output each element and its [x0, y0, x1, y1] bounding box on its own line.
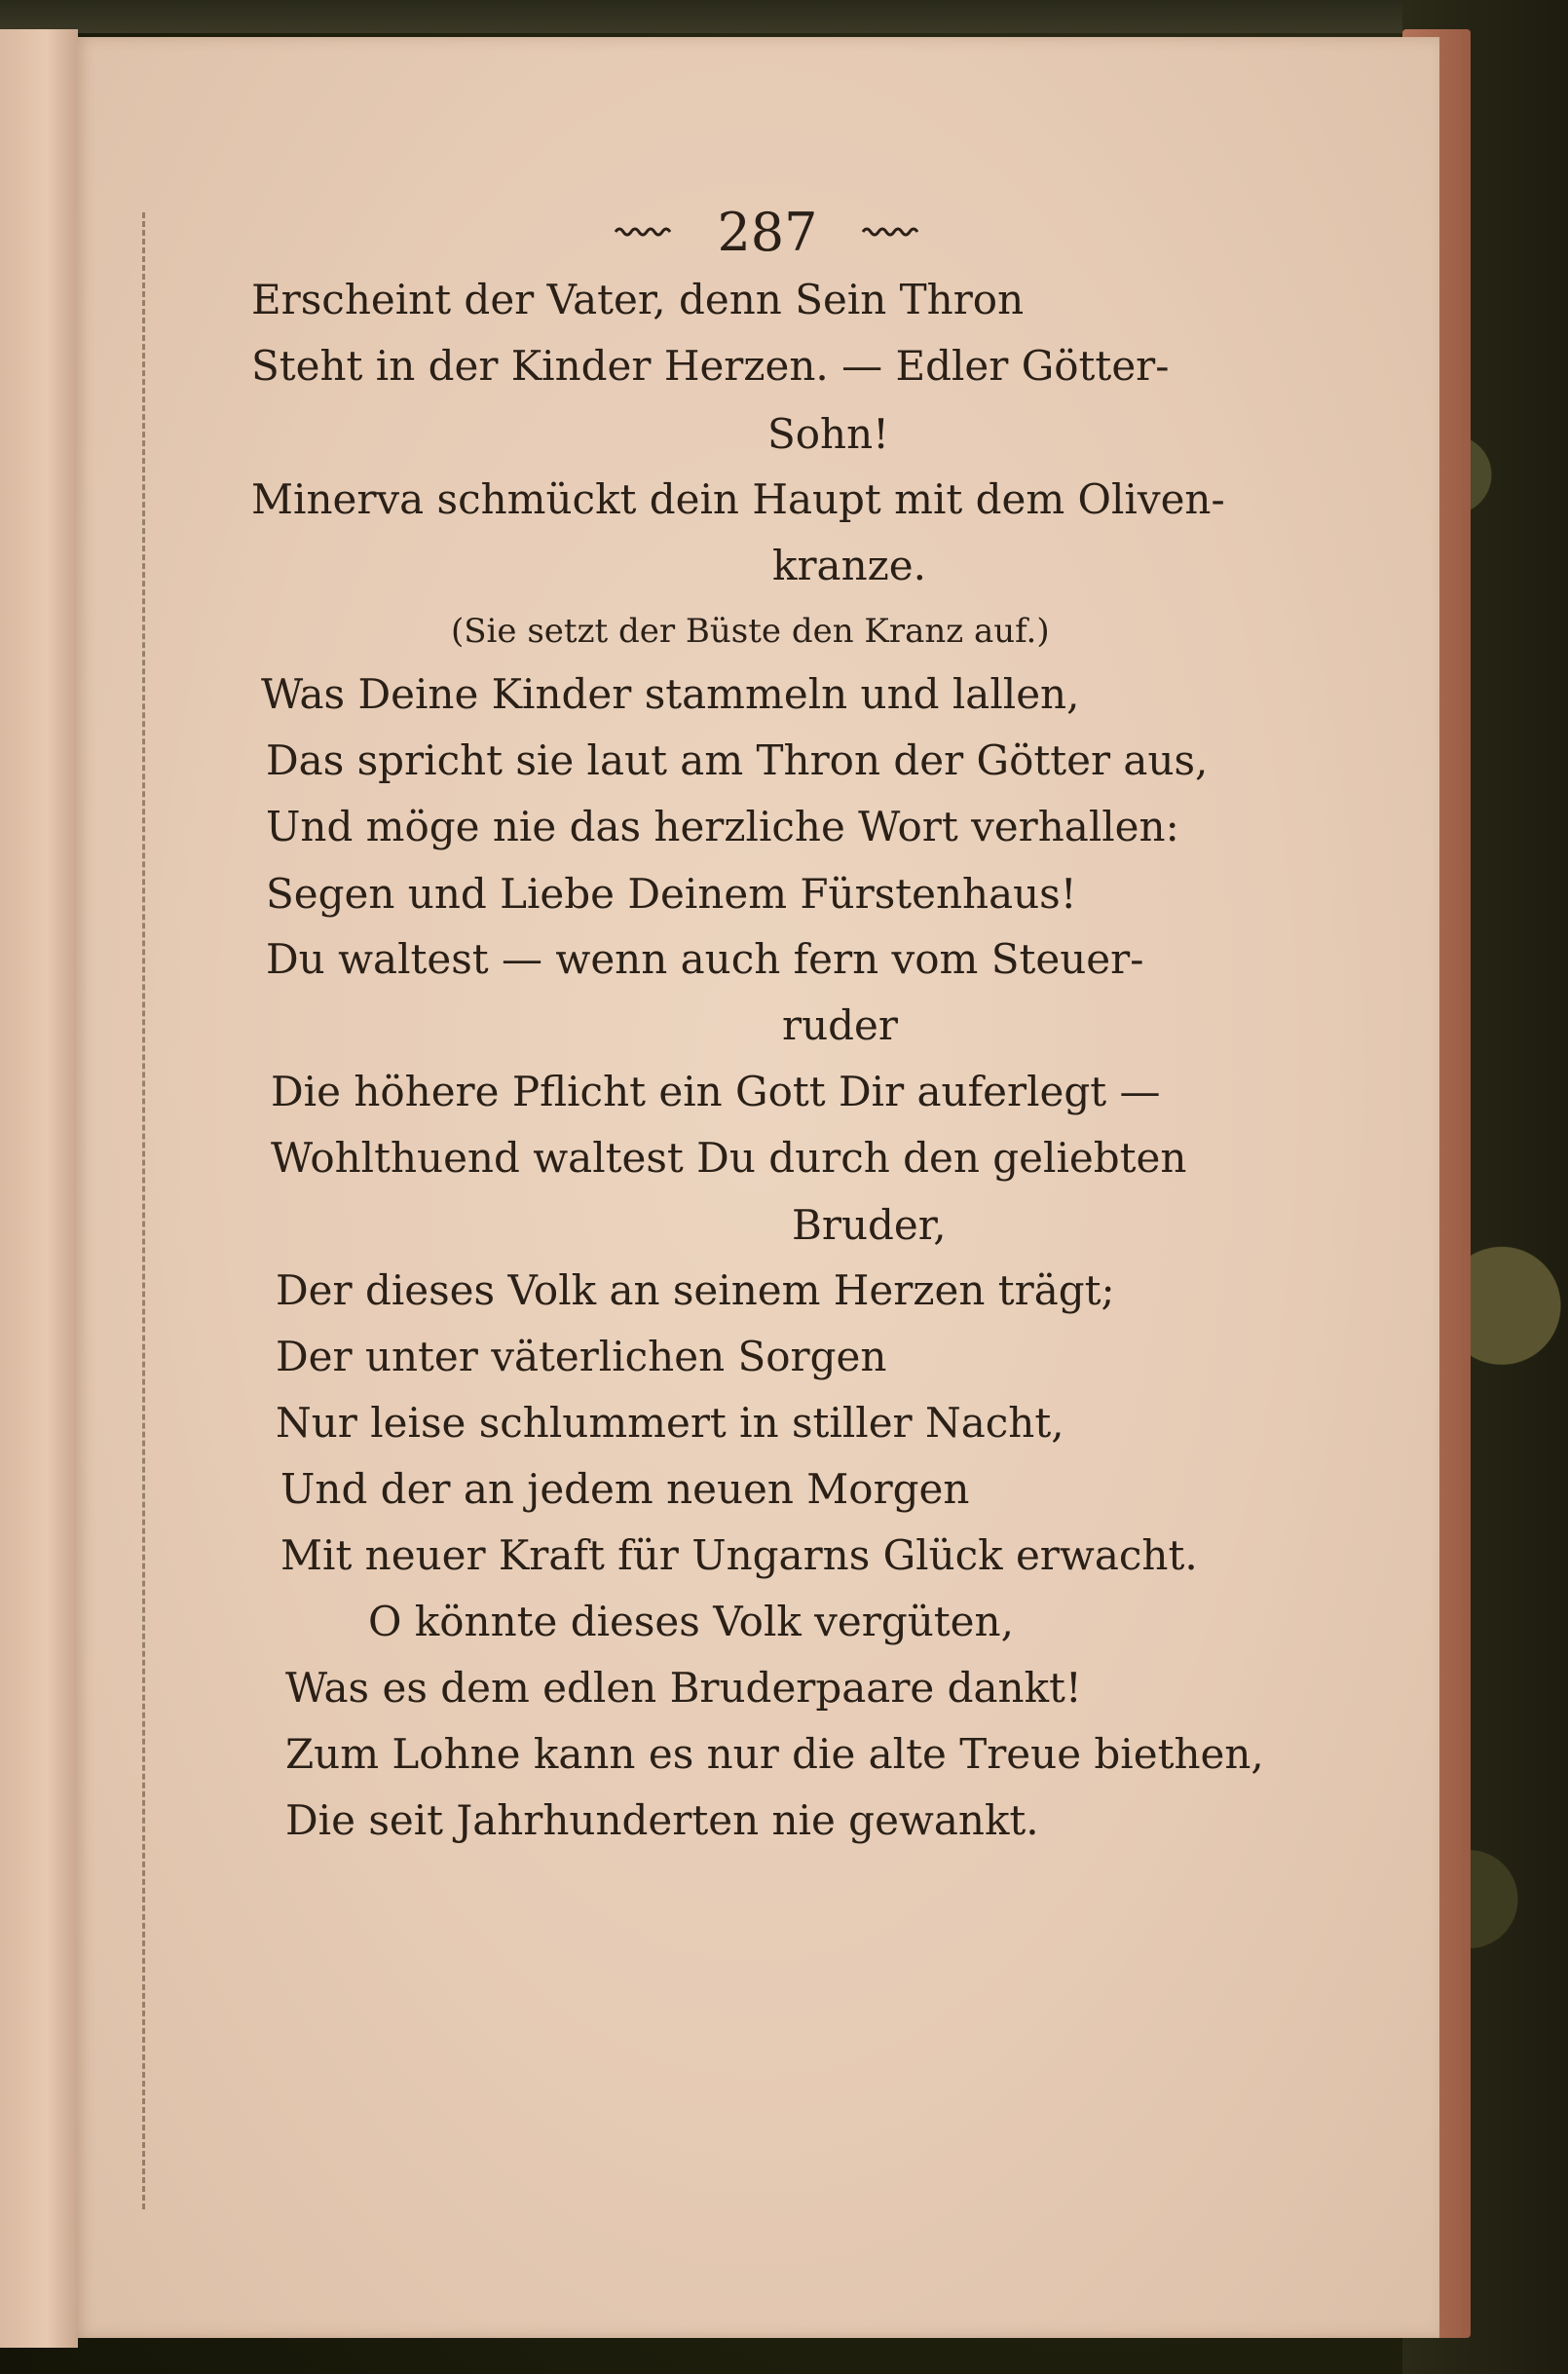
- ornament-right-icon: [861, 225, 921, 239]
- text-line: Zum Lohne kann es nur die alte Treue biethen,: [285, 1730, 1264, 1778]
- book-page: [76, 37, 1439, 2338]
- binding-stitches: [142, 212, 159, 2209]
- text-line: Mit neuer Kraft für Ungarns Glück erwacht.: [280, 1531, 1198, 1579]
- text-line: Der dieses Volk an seinem Herzen trägt;: [276, 1266, 1115, 1314]
- ornament-left-icon: [614, 225, 674, 239]
- facing-page-edge: [0, 29, 78, 2348]
- text-line: Sohn!: [767, 410, 890, 458]
- page-number: 287: [717, 201, 818, 263]
- text-line: Erscheint der Vater, denn Sein Thron: [251, 276, 1025, 323]
- top-edge: [0, 0, 1568, 33]
- page-header: [582, 198, 952, 266]
- text-line: Minerva schmückt dein Haupt mit dem Oliven-: [251, 475, 1225, 523]
- text-line: Und der an jedem neuen Morgen: [280, 1465, 970, 1513]
- text-line: Bruder,: [792, 1201, 947, 1249]
- text-line: Was es dem edlen Bruderpaare dankt!: [285, 1664, 1082, 1712]
- text-line: Die seit Jahrhunderten nie gewankt.: [285, 1796, 1039, 1844]
- text-line: Die höhere Pflicht ein Gott Dir auferlegt —: [271, 1068, 1161, 1115]
- text-line: Was Deine Kinder stammeln und lallen,: [261, 670, 1080, 718]
- text-line: O könnte dieses Volk vergüten,: [368, 1598, 1014, 1645]
- text-line: Steht in der Kinder Herzen. — Edler Götter-: [251, 342, 1170, 390]
- text-line: Der unter väterlichen Sorgen: [276, 1333, 887, 1380]
- text-line: Das spricht sie laut am Thron der Götter aus,: [266, 736, 1209, 784]
- text-line: Segen und Liebe Deinem Fürstenhaus!: [266, 870, 1077, 918]
- stage-direction: (Sie setzt der Büste den Kranz auf.): [451, 612, 1050, 651]
- text-line: Und möge nie das herzliche Wort verhallen:: [266, 803, 1179, 850]
- text-line: Du waltest — wenn auch fern vom Steuer-: [266, 935, 1144, 983]
- text-line: Nur leise schlummert in stiller Nacht,: [276, 1399, 1064, 1447]
- text-line: Wohlthuend waltest Du durch den geliebten: [271, 1134, 1187, 1182]
- text-line: ruder: [782, 1001, 898, 1049]
- text-line: kranze.: [772, 542, 926, 589]
